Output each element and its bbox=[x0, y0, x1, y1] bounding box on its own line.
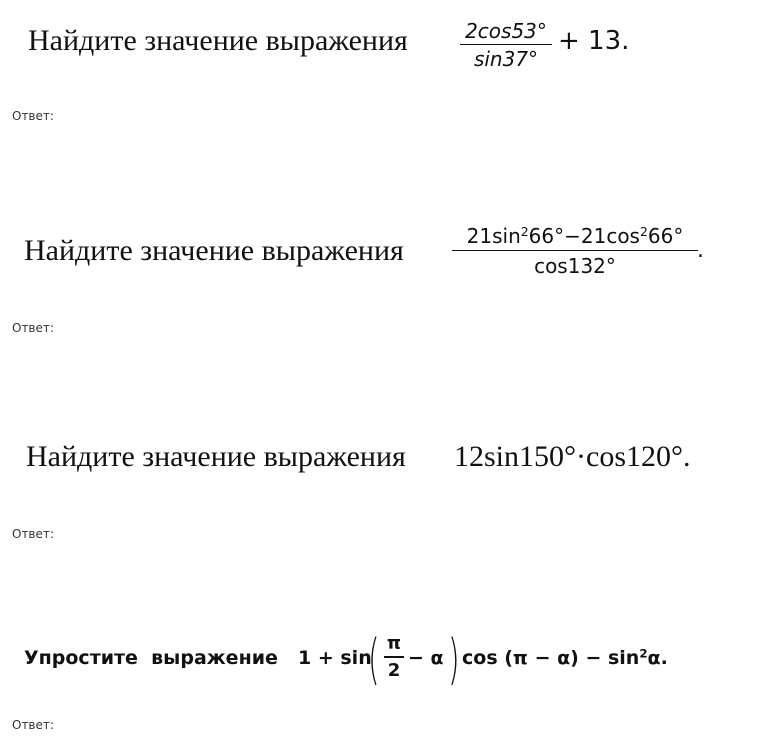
answer-label-4: Ответ: bbox=[12, 718, 54, 732]
task-1-denominator: sin37° bbox=[473, 47, 539, 71]
task-2-suffix: . bbox=[697, 238, 704, 263]
task-4-fraction bbox=[384, 632, 404, 684]
task-4-expr-start: 1 + sin bbox=[298, 647, 372, 669]
task-1-fraction bbox=[460, 18, 552, 73]
answer-label-1: Ответ: bbox=[12, 109, 54, 123]
task-2-numerator bbox=[452, 222, 698, 250]
task-2-num-part3: 66° bbox=[647, 224, 684, 248]
task-2-num-part2: 66°−21cos bbox=[528, 224, 640, 248]
task-4-expr-cos-text: cos (π − α) − sin bbox=[462, 647, 640, 669]
task-2-fraction bbox=[452, 222, 698, 281]
task-4-expr-sup: 2 bbox=[639, 646, 648, 661]
task-3-expression: 12sin150°·cos120°. bbox=[454, 440, 691, 473]
task-1-suffix: + 13. bbox=[558, 26, 630, 56]
task-4-expr-end: α. bbox=[647, 647, 668, 669]
task-4-expr-cos bbox=[462, 647, 668, 669]
task-1-numerator: 2cos53° bbox=[465, 19, 547, 43]
task-2-num-part1: 21sin bbox=[466, 224, 521, 248]
task-4-inner-minus: − α bbox=[408, 647, 444, 669]
task-2-prompt: Найдите значение выражения bbox=[24, 234, 404, 267]
task-4-prompt: Упростите выражение bbox=[24, 647, 278, 669]
answer-label-2: Ответ: bbox=[12, 321, 54, 335]
task-2-num-sup1: 2 bbox=[520, 224, 529, 240]
task-4-frac-den: 2 bbox=[387, 660, 401, 681]
task-4-left-paren: ( bbox=[368, 628, 380, 691]
task-4-frac-num: π bbox=[386, 633, 402, 654]
answer-label-3: Ответ: bbox=[12, 527, 54, 541]
task-1-prompt: Найдите значение выражения bbox=[28, 24, 408, 57]
task-3-prompt: Найдите значение выражения bbox=[26, 440, 406, 473]
task-4-right-paren: ) bbox=[448, 628, 460, 691]
task-2-num-sup2: 2 bbox=[639, 224, 648, 240]
task-2-denominator: cos132° bbox=[534, 254, 616, 278]
